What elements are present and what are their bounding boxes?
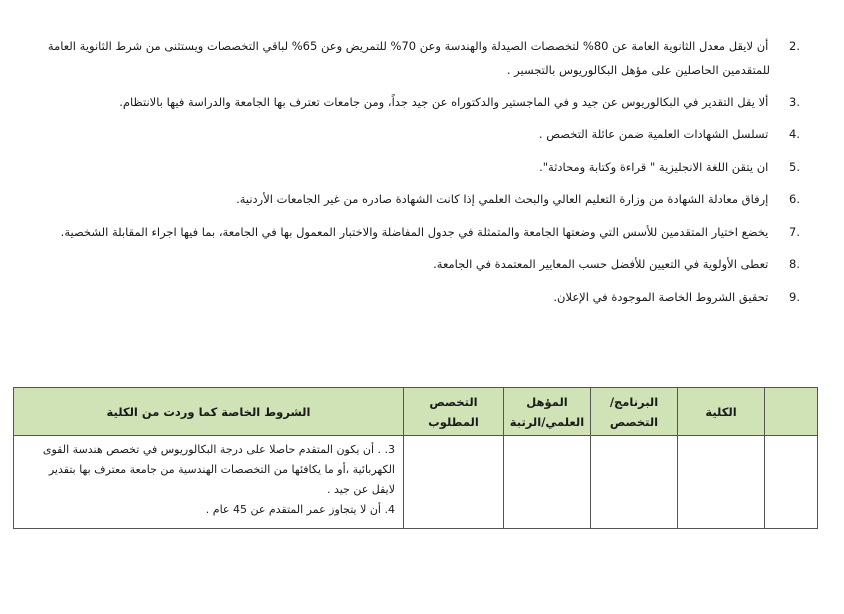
- cell-special-conditions: [14, 436, 404, 529]
- list-item: [539, 159, 800, 175]
- condition-line: لايقل عن جيد .: [326, 483, 395, 496]
- item-text: إرفاق معادلة الشهادة من وزارة التعليم العالي والبحث العلمي إذا كانت الشهادة صادره من غير الجامعات الأردنية.: [236, 192, 769, 206]
- table-row: [14, 436, 818, 529]
- item-number: 5.: [789, 160, 800, 174]
- item-text: يخضع اختيار المتقدمين للأسس التي وضعتها الجامعة والمتمثلة في جدول المفاضلة والاختبار المعمول بها في الجامعة، بما فيها اجراء المقابلة الشخصية.: [60, 225, 769, 239]
- item-text: ان يتقن اللغة الانجليزية " قراءة وكتابة ومحادثة".: [539, 160, 769, 174]
- list-item: [539, 126, 800, 142]
- header-program: البرنامج/ التخصص: [591, 388, 678, 436]
- list-item: [61, 224, 800, 240]
- header-specialization: التخصص المطلوب: [404, 388, 504, 436]
- list-item: [433, 256, 800, 272]
- special-conditions-table: [13, 387, 818, 529]
- cell-program: [591, 436, 678, 529]
- list-item: [553, 289, 800, 305]
- item-text-continued: للمتقدمين الحاصلين على مؤهل البكالوريوس بالتجسير .: [506, 63, 770, 77]
- table-header-row: [14, 388, 818, 436]
- item-number: 3.: [789, 95, 800, 109]
- item-text: ألا يقل التقدير في البكالوريوس عن جيد و في الماجستير والدكتوراه عن جيد جداً، ومن جامعات تعترف بها الجامعة والدراسة فيها بالانتظام.: [119, 95, 769, 109]
- list-item: [236, 191, 800, 207]
- header-college: الكلية: [678, 388, 765, 436]
- condition-line: 4. أن لا يتجاوز عمر المتقدم عن 45 عام .: [205, 503, 395, 516]
- item-text: تسلسل الشهادات العلمية ضمن عائلة التخصص .: [538, 127, 769, 141]
- header-blank: [765, 388, 818, 436]
- cell-qualification: [504, 436, 591, 529]
- condition-line: الكهربائية ،أو ما يكافئها من التخصصات الهندسية من جامعة معترف بها بتقدير: [48, 463, 395, 476]
- list-item: [48, 38, 800, 54]
- list-item: [119, 94, 800, 110]
- cell-college: [678, 436, 765, 529]
- item-number: 9.: [789, 290, 800, 304]
- item-number: 2.: [789, 39, 800, 53]
- cell-specialization: [404, 436, 504, 529]
- condition-line: 3. . أن يكون المتقدم حاصلا على درجة البكالوريوس في تخصص هندسة القوى: [42, 443, 395, 456]
- item-text: تعطى الأولوية في التعيين للأفضل حسب المعايير المعتمدة في الجامعة.: [433, 257, 769, 271]
- item-number: 4.: [789, 127, 800, 141]
- cell-blank: [765, 436, 818, 529]
- item-text: تحقيق الشروط الخاصة الموجودة في الإعلان.: [553, 290, 769, 304]
- header-special-conditions: الشروط الخاصة كما وردت من الكلية: [14, 388, 404, 436]
- item-number: 8.: [789, 257, 800, 271]
- item-number: 6.: [789, 192, 800, 206]
- item-number: 7.: [789, 225, 800, 239]
- header-qualification: المؤهل العلمي/الرتبة: [504, 388, 591, 436]
- item-text: أن لايقل معدل الثانوية العامة عن 80% لتخصصات الصيدلة والهندسة وعن 70% للتمريض وعن 65% لباقي التخصصات ويستثنى من شرط الثانوية العامة: [47, 39, 769, 53]
